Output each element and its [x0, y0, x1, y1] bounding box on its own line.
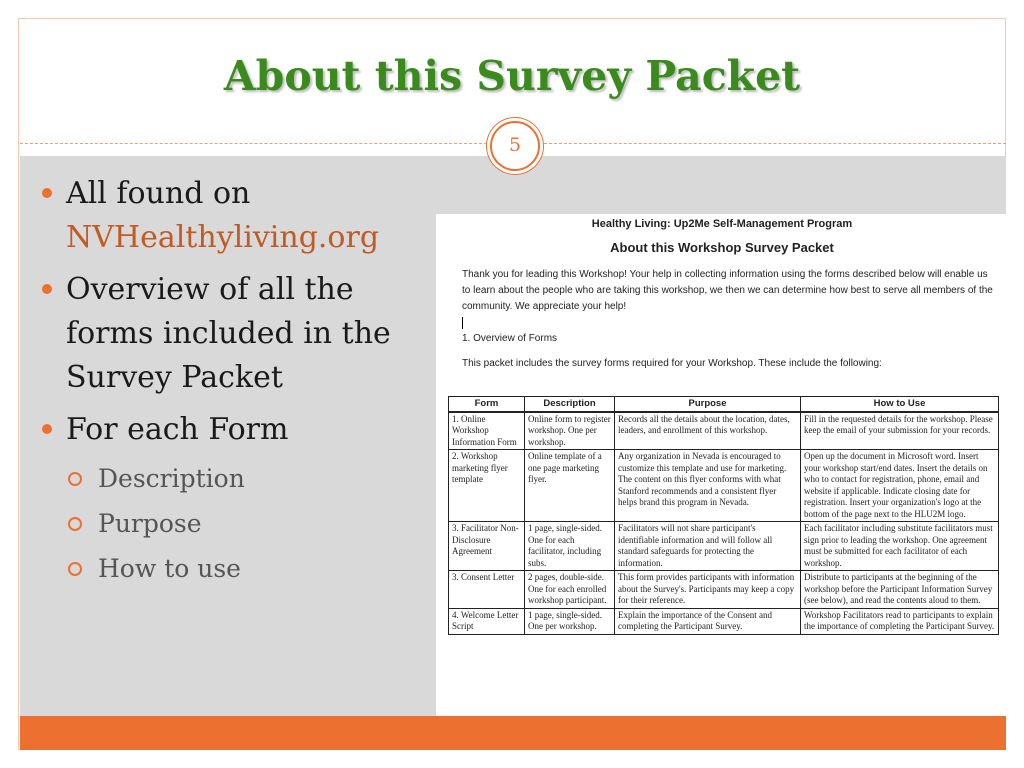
- ring-bullet-icon: [68, 472, 82, 486]
- website-link[interactable]: NVHealthyliving.org: [66, 220, 380, 255]
- doc-section-heading: 1. Overview of Forms: [462, 333, 558, 344]
- cell-purpose: Explain the importance of the Consent and completing the Participant Survey.: [615, 608, 801, 634]
- sub-bullet-item: [66, 456, 436, 501]
- cell-how-to-use: Workshop Facilitators read to participants to explain the importance of completing the Participant Survey.: [801, 608, 999, 634]
- cell-form: 4. Welcome Letter Script: [449, 608, 525, 634]
- cell-description: 2 pages, double-side. One for each enrolled workshop participant.: [525, 571, 615, 609]
- column-header: Form: [449, 397, 525, 412]
- column-header: Purpose: [615, 397, 801, 412]
- sub-bullet-text: Description: [98, 464, 245, 493]
- cell-how-to-use: Each facilitator including substitute facilitators must sign prior to leading the workshop. One agreement must be submitted for each facilitator of each workshop.: [801, 522, 999, 571]
- table-row: [449, 608, 999, 634]
- table-row: [449, 450, 999, 522]
- forms-table: [448, 396, 999, 635]
- cell-description: Online form to register workshop. One per workshop.: [525, 412, 615, 450]
- bullet-dot-icon: [42, 424, 52, 434]
- bullet-item: [36, 408, 436, 591]
- ring-bullet-icon: [68, 562, 82, 576]
- bullet-text: Overview of all the forms included in the Survey Packet: [66, 272, 391, 395]
- doc-paragraph: This packet includes the survey forms required for your Workshop. These include the following:: [462, 358, 882, 369]
- table-row: [449, 522, 999, 571]
- bullet-text: All found on: [66, 176, 251, 211]
- cell-purpose: Facilitators will not share participant's identifiable information and will follow all standard safeguards for protecting the information.: [615, 522, 801, 571]
- slide-number-badge: 5: [490, 121, 540, 171]
- column-header: Description: [525, 397, 615, 412]
- doc-program-title: Healthy Living: Up2Me Self-Management Program: [591, 218, 853, 230]
- cell-description: Online template of a one page marketing flyer.: [525, 450, 615, 522]
- table-row: [449, 571, 999, 609]
- text-cursor: [462, 317, 463, 329]
- cell-purpose: Records all the details about the location, dates, leaders, and enrollment of this workshop.: [615, 412, 801, 450]
- doc-intro: Thank you for leading this Workshop! Your help in collecting information using the forms described below will enable us to learn about the people who are taking this workshop, we then we can determine how best to serve all members of the community. We appreciate your help!: [462, 269, 993, 312]
- slide-title: About this Survey Packet: [223, 52, 801, 100]
- table-header-row: [449, 397, 999, 412]
- cell-description: 1 page, single-sided. One per workshop.: [525, 608, 615, 634]
- sub-bullet-item: [66, 501, 436, 546]
- table-row: [449, 412, 999, 450]
- cell-form: 1. Online Workshop Information Form: [449, 412, 525, 450]
- sub-bullet-item: [66, 546, 436, 591]
- bullet-dot-icon: [42, 284, 52, 294]
- cell-form: 3. Facilitator Non-Disclosure Agreement: [449, 522, 525, 571]
- bullet-item: [36, 172, 436, 260]
- column-header: How to Use: [801, 397, 999, 412]
- bullet-text: For each Form: [66, 412, 289, 447]
- sub-bullet-text: How to use: [98, 554, 241, 583]
- cell-purpose: Any organization in Nevada is encouraged to customize this template and use for marketing. The content on this flyer conforms with what Stanford recommends and a consistent flyer helps brand this program in Nevada.: [615, 450, 801, 522]
- cell-how-to-use: Fill in the requested details for the workshop. Please keep the email of your submission for your records.: [801, 412, 999, 450]
- bullet-dot-icon: [42, 188, 52, 198]
- ring-bullet-icon: [68, 517, 82, 531]
- cell-form: 2. Workshop marketing flyer template: [449, 450, 525, 522]
- document-screenshot: [436, 214, 1008, 742]
- cell-description: 1 page, single-sided. One for each facilitator, including subs.: [525, 522, 615, 571]
- cell-how-to-use: Open up the document in Microsoft word. Insert your workshop start/end dates. Insert the details on who to contact for registration, phone, email and website if applicable. Indicate closing date for registration. Insert your organization's logo at the bottom of the page next to the HLU2M logo.: [801, 450, 999, 522]
- doc-packet-title: About this Workshop Survey Packet: [610, 240, 834, 255]
- bullet-item: [36, 268, 436, 400]
- sub-bullet-list: [66, 456, 436, 591]
- cell-purpose: This form provides participants with information about the Survey's. Participants may keep a copy for their reference.: [615, 571, 801, 609]
- cell-form: 3. Consent Letter: [449, 571, 525, 609]
- sub-bullet-text: Purpose: [98, 509, 202, 538]
- bullet-list: [36, 172, 436, 599]
- footer-bar: [20, 716, 1006, 750]
- cell-how-to-use: Distribute to participants at the beginning of the workshop before the Participant Information Survey (see below), and read the contents aloud to them.: [801, 571, 999, 609]
